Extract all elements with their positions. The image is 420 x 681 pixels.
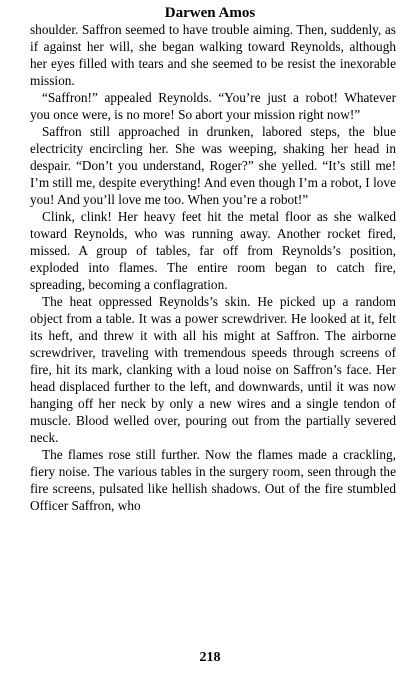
page-number: 218 xyxy=(199,650,221,665)
paragraph: shoulder. Saffron seemed to have trouble aiming. Then, suddenly, as if against her will, she began walking toward Reynolds, although her eyes filled with tears and she seemed to be resist the inexorable mission. xyxy=(30,22,396,88)
body-text xyxy=(30,21,396,514)
paragraph: The heat oppressed Reynolds’s skin. He picked up a random object from a table. It was a power screwdriver. He looked at it, felt its heft, and threw it with all his might at Saffron. The airborne screwdriver, traveling with tremendous speeds through screens of fire, hit its mark, clanking with a loud noise on Saffron’s face. Her head displaced further to the left, and downwards, until it was now hanging off her neck by only a new wires and a single tendon of muscle. Blood welled over, pouring out from the partially severed neck. xyxy=(30,294,396,445)
running-header: Darwen Amos xyxy=(164,5,256,21)
paragraph: “Saffron!” appealed Reynolds. “You’re just a robot! Whatever you once were, is no more! So abort your mission right now!” xyxy=(30,90,396,122)
paragraph: Clink, clink! Her heavy feet hit the metal floor as she walked toward Reynolds, who was running away. Another rocket fired, missed. A group of tables, far off from Reynolds’s position, exploded into flames. The entire room began to catch fire, spreading, becoming a conflagration. xyxy=(30,209,396,292)
paragraph: Saffron still approached in drunken, labored steps, the blue electricity encircling her. She was weeping, shaking her head in despair. “Don’t you understand, Roger?” she yelled. “It’s still me! I’m still me, despite everything! And even though I’m a robot, I love you! And you’ll love me too. When you’re a robot!” xyxy=(30,124,396,207)
paragraph: The flames rose still further. Now the flames made a crackling, fiery noise. The various tables in the surgery room, seen through the fire screens, pulsated like hellish shadows. Out of the fire stumbled Officer Saffron, who xyxy=(30,447,396,513)
